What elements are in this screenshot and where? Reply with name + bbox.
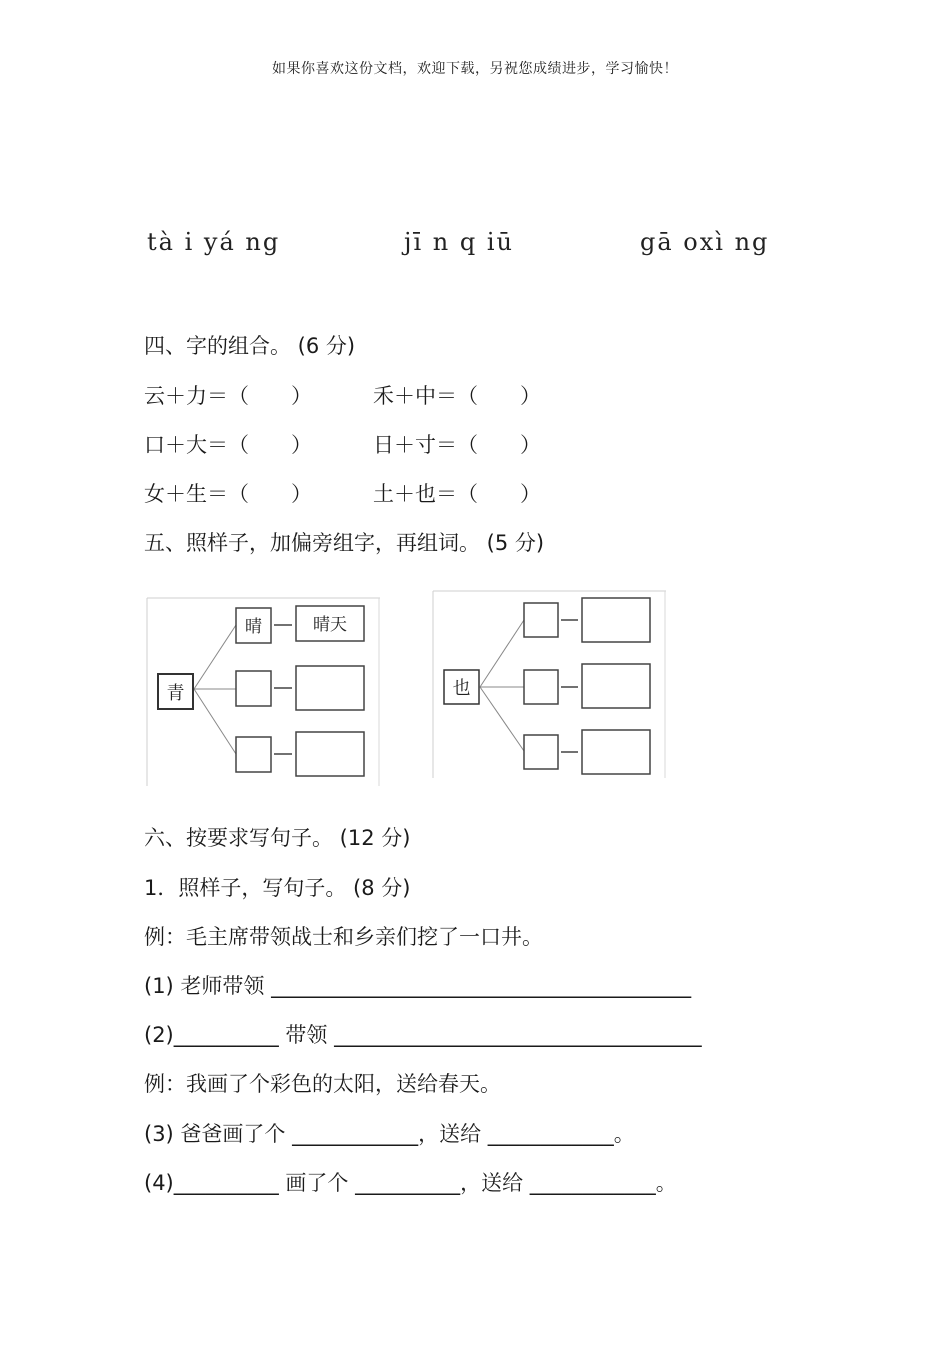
combo-item-5: 女＋生＝（ ） [144,482,312,506]
blank-char-box-3 [236,737,271,772]
blank-char-box-2 [524,670,558,704]
blank-word-box-1 [582,598,650,642]
question-2: (2)__________ 带领 ___________________________________ [144,1023,702,1047]
radical-diagram-2 [432,590,668,778]
combo-item-1: 云＋力＝（ ） [144,384,312,408]
example-sentence-2: 例：我画了个彩色的太阳，送给春天。 [144,1072,501,1096]
blank-char-box-1 [524,603,558,637]
combo-item-3: 口＋大＝（ ） [144,433,312,457]
section4-title: 四、字的组合。 (6 分) [144,334,356,358]
question-1: (1) 老师带领 ________________________________________ [144,974,692,998]
root-char: 也 [452,678,471,699]
blank-char-box-3 [524,735,558,769]
header-note: 如果你喜欢这份文档，欢迎下载，另祝您成绩进步，学习愉快！ [272,61,678,77]
question-4: (4)__________ 画了个 __________，送给 ____________。 [144,1171,677,1195]
example-word: 晴天 [313,615,347,635]
radical-diagram-1 [146,596,381,786]
section6-sub1: 1．照样子，写句子。 (8 分) [144,876,411,900]
blank-word-box-3 [296,732,364,776]
pinyin-3: gā oxì ng [640,228,770,256]
section5-title: 五、照样子，加偏旁组字，再组词。 (5 分) [144,531,545,555]
example-char: 晴 [245,617,262,637]
example-sentence-1: 例：毛主席带领战士和乡亲们挖了一口井。 [144,925,543,949]
blank-word-box-2 [296,666,364,710]
combo-item-6: 土＋也＝（ ） [373,482,541,506]
pinyin-2: jī n q iū [404,228,514,256]
pinyin-1: tà i yá ng [147,228,281,256]
combo-item-2: 禾＋中＝（ ） [373,384,541,408]
section6-title: 六、按要求写句子。 (12 分) [144,826,411,850]
question-3: (3) 爸爸画了个 ____________，送给 ____________。 [144,1122,635,1146]
blank-char-box-2 [236,671,271,706]
root-char: 青 [166,683,185,704]
blank-word-box-2 [582,664,650,708]
combo-item-4: 日＋寸＝（ ） [373,433,541,457]
blank-word-box-3 [582,730,650,774]
